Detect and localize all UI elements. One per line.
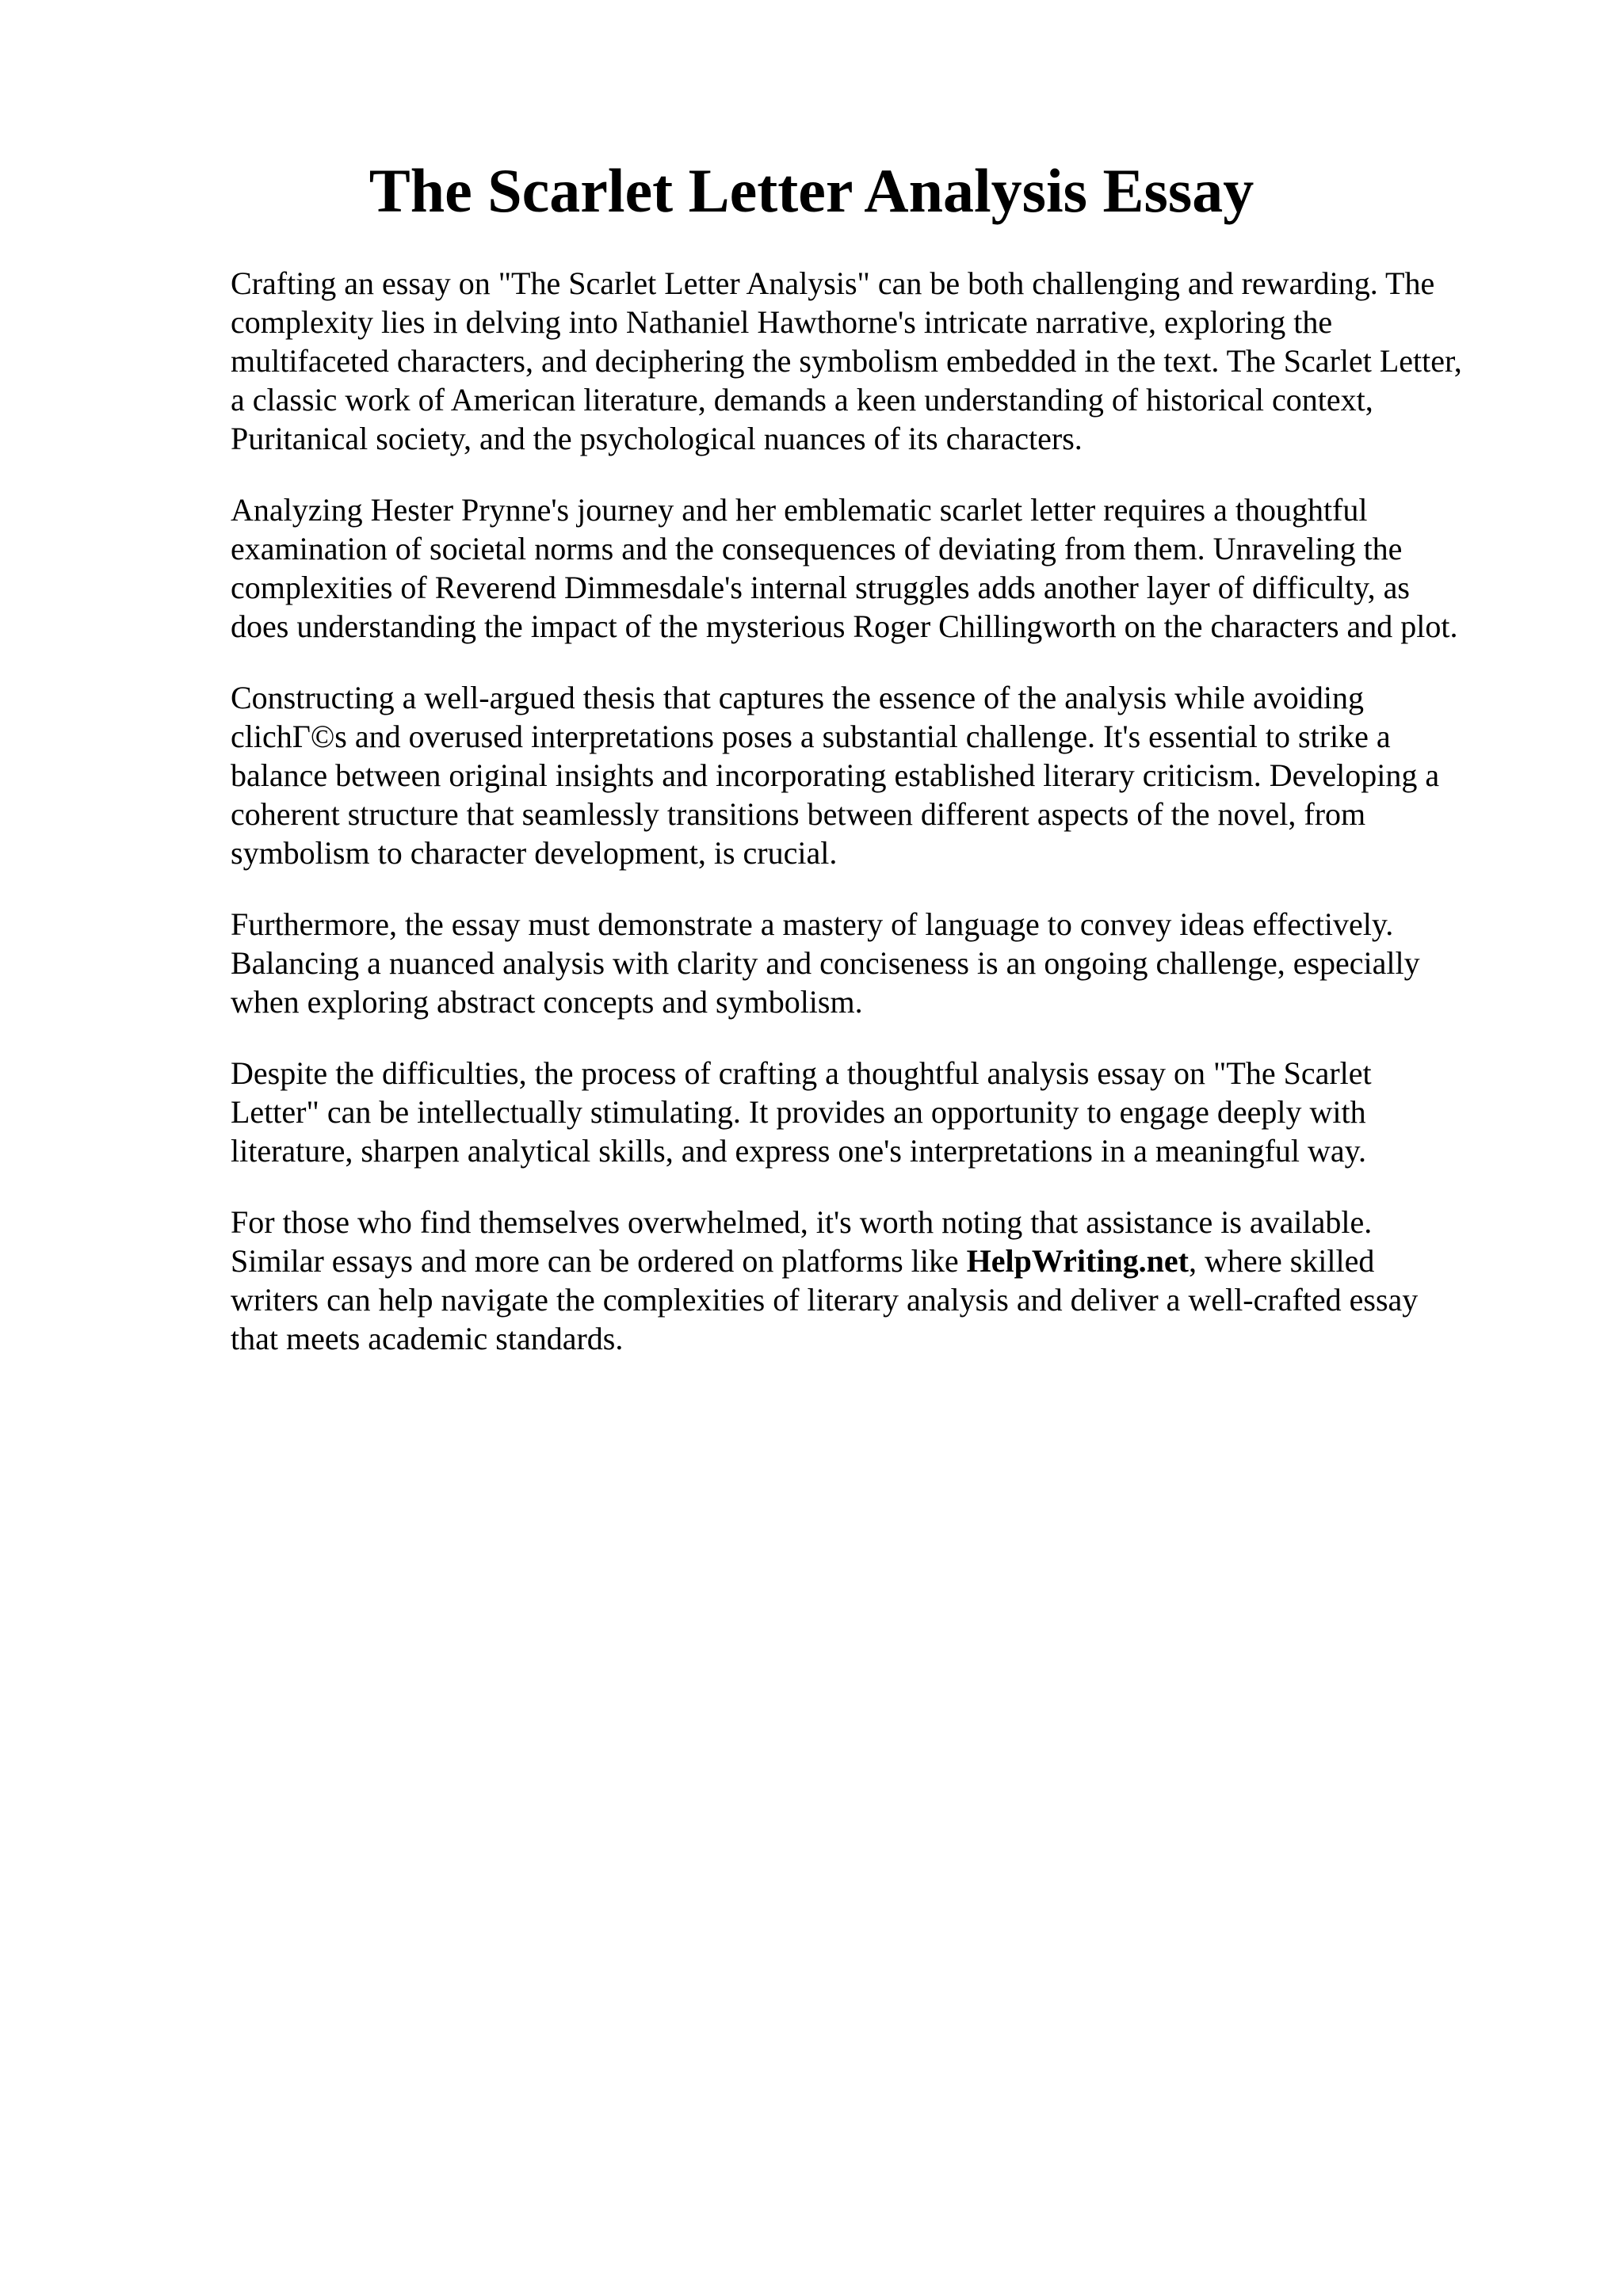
- document-title: The Scarlet Letter Analysis Essay: [369, 156, 1254, 225]
- paragraph-line: Despite the difficulties, the process of crafting a thoughtful analysis essay on "The Scarlet: [231, 1055, 1372, 1091]
- document-body: [231, 264, 1530, 1390]
- paragraph-line: complexity lies in delving into Nathaniel Hawthorne's intricate narrative, exploring the: [231, 304, 1333, 340]
- helpwriting-link[interactable]: HelpWriting.net: [966, 1243, 1189, 1279]
- paragraph-line: Puritanical society, and the psychological nuances of its characters.: [231, 421, 1083, 456]
- paragraph-line: that meets academic standards.: [231, 1321, 624, 1356]
- paragraph-line: coherent structure that seamlessly transitions between different aspects of the novel, from: [231, 796, 1366, 832]
- paragraph-line: when exploring abstract concepts and symbolism.: [231, 984, 863, 1020]
- paragraph-line-with-link: [231, 1241, 1530, 1280]
- paragraph-line: symbolism to character development, is crucial.: [231, 835, 838, 871]
- paragraph-4: [231, 905, 1530, 1021]
- paragraph-line: literature, sharpen analytical skills, and express one's interpretations in a meaningful way.: [231, 1133, 1367, 1169]
- paragraph-line: Letter" can be intellectually stimulating. It provides an opportunity to engage deeply with: [231, 1094, 1366, 1130]
- paragraph-line: For those who find themselves overwhelmed, it's worth noting that assistance is available.: [231, 1204, 1373, 1240]
- paragraph-text: Similar essays and more can be ordered on platforms like: [231, 1243, 967, 1279]
- paragraph-line: Furthermore, the essay must demonstrate a mastery of language to convey ideas effectively.: [231, 906, 1394, 942]
- paragraph-text: , where skilled: [1189, 1243, 1375, 1279]
- paragraph-2: [231, 490, 1530, 646]
- paragraph-1: [231, 264, 1530, 458]
- paragraph-5: [231, 1054, 1530, 1170]
- paragraph-line: does understanding the impact of the mysterious Roger Chillingworth on the characters and plot.: [231, 608, 1458, 644]
- paragraph-6: [231, 1203, 1530, 1358]
- paragraph-line: Constructing a well-argued thesis that captures the essence of the analysis while avoiding: [231, 680, 1364, 715]
- paragraph-line: multifaceted characters, and deciphering the symbolism embedded in the text. The Scarlet Letter,: [231, 343, 1462, 379]
- paragraph-line: clichГ©s and overused interpretations poses a substantial challenge. It's essential to strike a: [231, 719, 1391, 754]
- paragraph-line: complexities of Reverend Dimmesdale's internal struggles adds another layer of difficulty, as: [231, 570, 1410, 605]
- paragraph-line: examination of societal norms and the consequences of deviating from them. Unraveling the: [231, 531, 1403, 566]
- paragraph-line: Analyzing Hester Prynne's journey and her emblematic scarlet letter requires a thoughtful: [231, 492, 1368, 528]
- paragraph-line: Crafting an essay on "The Scarlet Letter Analysis" can be both challenging and rewarding. The: [231, 265, 1435, 301]
- paragraph-line: a classic work of American literature, demands a keen understanding of historical context,: [231, 382, 1373, 418]
- paragraph-line: writers can help navigate the complexities of literary analysis and deliver a well-crafted essay: [231, 1282, 1419, 1318]
- paragraph-line: Balancing a nuanced analysis with clarity and conciseness is an ongoing challenge, especially: [231, 945, 1420, 981]
- paragraph-3: [231, 678, 1530, 872]
- paragraph-line: balance between original insights and incorporating established literary criticism. Developing a: [231, 757, 1440, 793]
